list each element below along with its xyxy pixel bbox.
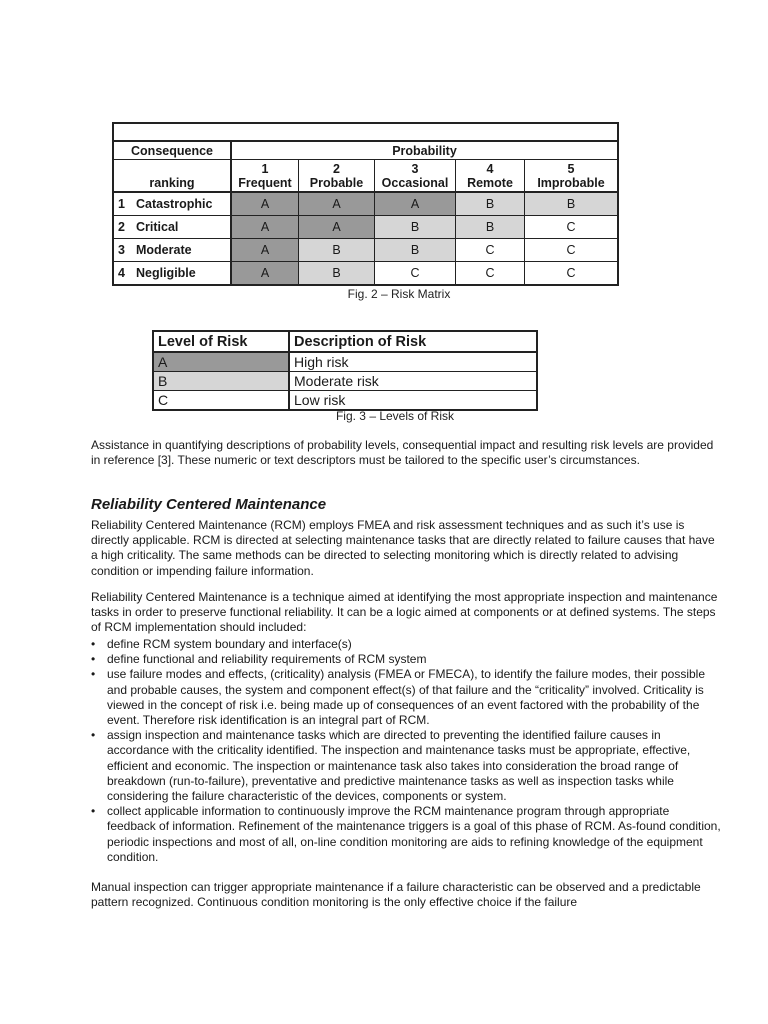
probability-level — [525, 160, 619, 193]
list-item-text: define functional and reliability requirements of RCM system — [107, 652, 427, 667]
levels-of-risk-table — [152, 330, 538, 411]
risk-cell: A — [231, 262, 299, 286]
list-item — [91, 652, 721, 667]
bullet-icon: • — [91, 652, 96, 667]
risk-cell: C — [525, 262, 619, 286]
list-item — [91, 637, 721, 652]
risk-cell: C — [456, 262, 525, 286]
consequence-label — [113, 262, 231, 286]
risk-cell: B — [299, 239, 375, 262]
ranking-header: ranking — [113, 160, 231, 193]
risk-cell: B — [375, 239, 456, 262]
list-item — [91, 804, 721, 865]
paragraph-rcm-technique: Reliability Centered Maintenance is a technique aimed at identifying the most appropriate inspection and maintenance tasks in order to preserve functional reliability. It can be a logic aimed at components or at defined systems. The steps of RCM implementation should included: — [91, 590, 718, 635]
paragraph-rcm-intro: Reliability Centered Maintenance (RCM) employs FMEA and risk assessment techniques and as such it’s use is directly applicable. RCM is directed at selecting maintenance tasks that are directly related to failure causes that have a high criticality. The same methods can be directed to selecting monitoring which is directly related to advising condition or impending failure information. — [91, 518, 715, 578]
level-header: Level of Risk — [153, 331, 289, 352]
list-item-text: assign inspection and maintenance tasks which are directed to preventing the identified failure causes in accordance with the criticality identified. The inspection and maintenance tasks must be appropriate, effective, efficient and economic. The inspection or maintenance task also takes into consideration the broad range of breakdown (run-to-failure), preventative and predictive maintenance tasks as well as inspection tasks while considering the failure characteristic of the devices, components or system. — [107, 728, 691, 804]
rank-name: Moderate — [136, 243, 192, 257]
consequence-label — [113, 216, 231, 239]
probability-level — [456, 160, 525, 193]
rank-name: Negligible — [136, 266, 196, 280]
probability-num: 5 — [567, 161, 575, 176]
probability-level — [375, 160, 456, 193]
matrix-row — [113, 192, 618, 216]
probability-label: Frequent — [238, 175, 292, 190]
probability-label: Occasional — [381, 175, 449, 190]
level-cell: A — [153, 352, 289, 372]
rank-number: 4 — [118, 266, 125, 280]
level-cell: C — [153, 391, 289, 411]
consequence-label — [113, 239, 231, 262]
rank-name: Catastrophic — [136, 197, 213, 211]
paragraph-manual-inspection: Manual inspection can trigger appropriate maintenance if a failure characteristic can be observed and a predictable pattern recognized. Continuous condition monitoring is the only effective choice if the failure — [91, 880, 701, 910]
list-item-text: define RCM system boundary and interface(s) — [107, 637, 352, 651]
bullet-icon: • — [91, 728, 96, 743]
probability-num: 2 — [333, 161, 340, 176]
levels-header-row — [153, 331, 537, 352]
levels-row — [153, 372, 537, 391]
risk-cell: A — [299, 192, 375, 216]
risk-cell: A — [299, 216, 375, 239]
probability-num: 1 — [261, 161, 269, 176]
rank-number: 3 — [118, 243, 125, 257]
rcm-steps-list — [91, 637, 721, 865]
risk-matrix-caption: Fig. 2 – Risk Matrix — [347, 287, 451, 301]
levels-row — [153, 352, 537, 372]
risk-cell: B — [299, 262, 375, 286]
probability-num: 3 — [411, 161, 419, 176]
matrix-subheader-row — [113, 160, 618, 193]
risk-cell: A — [231, 192, 299, 216]
risk-matrix — [112, 122, 619, 286]
matrix-row — [113, 216, 618, 239]
list-item-text: use failure modes and effects, (criticality) analysis (FMEA or FMECA), to identify the failure modes, their possible and probable causes, the system and component effect(s) of that failure and the “criticality” involved. Criticality is viewed in the concept of risk i.e. being made up of consequences of an event factored with the probability of the event. Therefore risk identification is an integral part of RCM. — [107, 667, 706, 728]
list-item — [91, 667, 721, 728]
description-cell: High risk — [289, 352, 537, 372]
risk-cell: A — [231, 239, 299, 262]
risk-cell: B — [525, 192, 619, 216]
risk-cell: A — [375, 192, 456, 216]
level-cell: B — [153, 372, 289, 391]
description-cell: Low risk — [289, 391, 537, 411]
matrix-row — [113, 239, 618, 262]
rank-number: 1 — [118, 197, 125, 211]
risk-cell: C — [375, 262, 456, 286]
matrix-blank-row — [113, 123, 618, 141]
description-cell: Moderate risk — [289, 372, 537, 391]
consequence-label — [113, 192, 231, 216]
risk-cell: B — [456, 216, 525, 239]
bullet-icon: • — [91, 637, 96, 651]
risk-cell: C — [456, 239, 525, 262]
probability-label: Probable — [309, 175, 364, 190]
probability-header: Probability — [231, 141, 618, 160]
rank-name: Critical — [136, 220, 179, 234]
rank-number: 2 — [118, 220, 125, 234]
levels-caption: Fig. 3 – Levels of Risk — [335, 409, 455, 423]
probability-num: 4 — [486, 161, 494, 176]
risk-cell: C — [525, 216, 619, 239]
paragraph-reference: Assistance in quantifying descriptions of probability levels, consequential impact and resulting risk levels are provided in reference [3]. These numeric or text descriptors must be tailored to the specific user’s circumstances. — [91, 438, 714, 468]
matrix-row — [113, 262, 618, 286]
probability-label: Improbable — [537, 175, 605, 190]
risk-cell: B — [375, 216, 456, 239]
description-header: Description of Risk — [289, 331, 537, 352]
bullet-icon: • — [91, 804, 96, 819]
probability-level — [299, 160, 375, 193]
consequence-header: Consequence — [113, 141, 231, 160]
risk-cell: B — [456, 192, 525, 216]
matrix-header-row — [113, 141, 618, 160]
list-item — [91, 728, 721, 804]
probability-level — [231, 160, 299, 193]
levels-row — [153, 391, 537, 411]
list-item-text: collect applicable information to continuously improve the RCM maintenance program through appropriate feedback of information. Refinement of the maintenance triggers is a goal of this phase of RCM. As-found condition, periodic inspections and most of all, on-line condition monitoring are aids to refining knowledge of the equipment condition. — [107, 804, 721, 864]
risk-cell: A — [231, 216, 299, 239]
probability-label: Remote — [467, 175, 513, 190]
section-heading: Reliability Centered Maintenance — [91, 496, 327, 513]
bullet-icon: • — [91, 667, 96, 682]
risk-cell: C — [525, 239, 619, 262]
